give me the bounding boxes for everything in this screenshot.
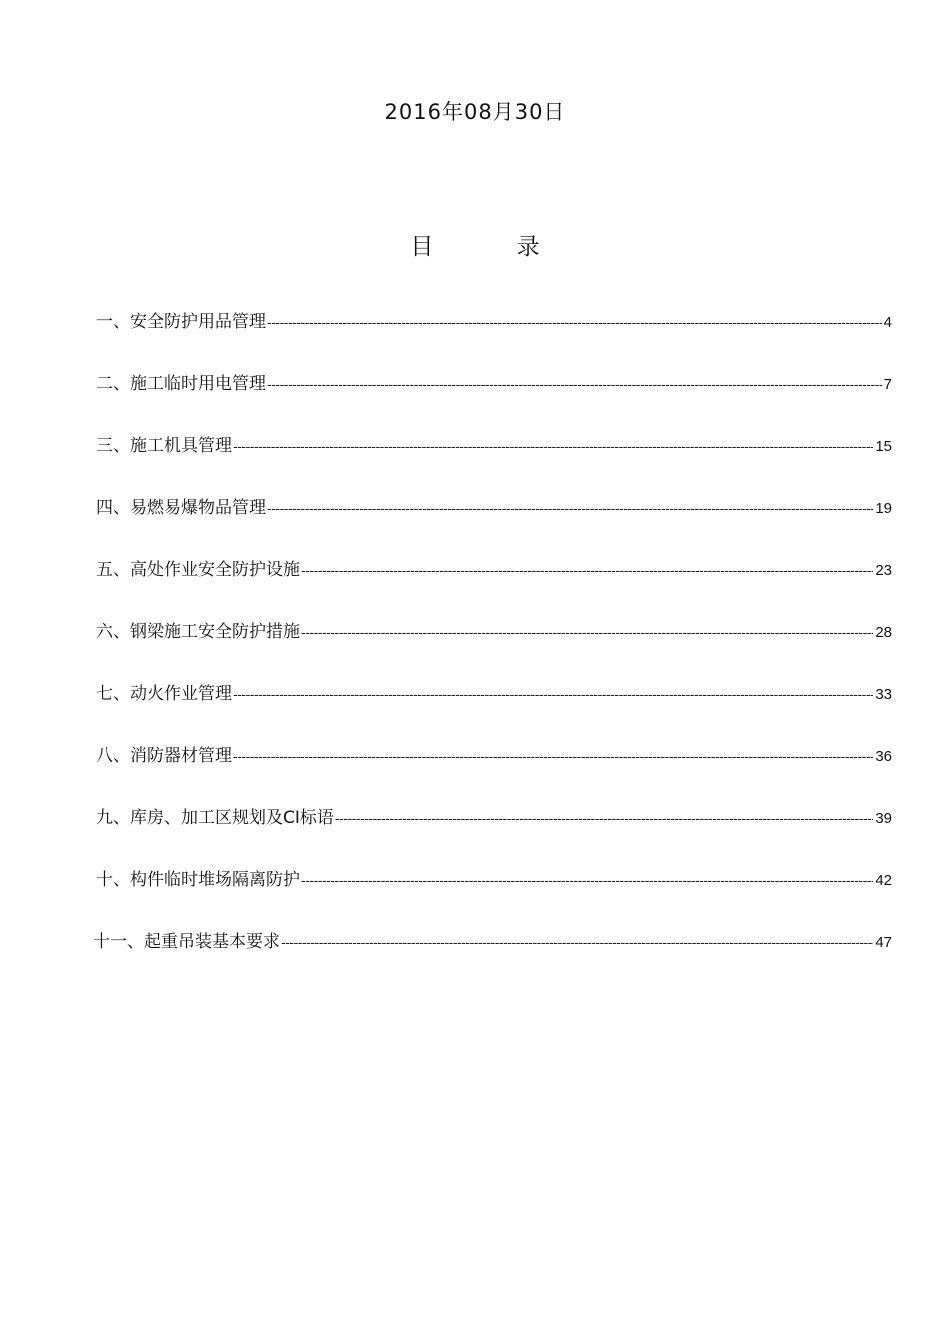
toc-entry[interactable] (96, 681, 892, 707)
toc-entry-page: 36 (875, 748, 892, 765)
toc-entry-page: 4 (883, 314, 892, 331)
toc-leader-dots (267, 311, 882, 337)
toc-heading: 目 录 (410, 234, 578, 260)
toc-entry-label: 四、易燃易爆物品管理 (96, 498, 266, 518)
toc-leader-dots (267, 373, 882, 399)
toc-entry-label: 六、钢梁施工安全防护措施 (96, 622, 300, 642)
toc-entry-label: 五、高处作业安全防护设施 (96, 560, 300, 580)
toc-entry-page: 39 (875, 810, 892, 827)
document-date: 2016年08月30日 (384, 100, 566, 124)
toc-entry-page: 23 (875, 562, 892, 579)
toc-entry-label: 二、施工临时用电管理 (96, 374, 266, 394)
toc-entry-page: 47 (875, 934, 892, 951)
toc-entry-page: 19 (875, 500, 892, 517)
toc-entry[interactable] (96, 743, 892, 769)
toc-entry[interactable] (96, 309, 892, 335)
toc-leader-dots (233, 435, 873, 461)
toc-entry[interactable] (96, 433, 892, 459)
toc-entry-label: 十、构件临时堆场隔离防护 (96, 870, 300, 890)
toc-leader-dots (301, 869, 873, 895)
toc-entry-page: 28 (875, 624, 892, 641)
toc-leader-dots (335, 807, 873, 833)
toc-leader-dots (267, 497, 873, 523)
toc-entry-page: 15 (875, 438, 892, 455)
toc-entry[interactable] (96, 371, 892, 397)
toc-leader-dots (301, 559, 873, 585)
toc-entry[interactable] (93, 929, 892, 955)
toc-entry-page: 7 (883, 376, 892, 393)
toc-leader-dots (233, 745, 873, 771)
toc-entry[interactable] (96, 495, 892, 521)
toc-entry-page: 33 (875, 686, 892, 703)
toc-entry-label: 八、消防器材管理 (96, 746, 232, 766)
toc-entry-page: 42 (875, 872, 892, 889)
toc-entry[interactable] (96, 805, 892, 831)
toc-leader-dots (281, 931, 873, 957)
toc-leader-dots (301, 621, 873, 647)
toc-entry-label: 七、动火作业管理 (96, 684, 232, 704)
toc-entry-label: 三、施工机具管理 (96, 436, 232, 456)
toc-leader-dots (233, 683, 873, 709)
toc-entry-label: 一、安全防护用品管理 (96, 312, 266, 332)
toc-entry-label: 十一、起重吊装基本要求 (93, 932, 280, 952)
toc-entry-label: 九、库房、加工区规划及CI标语 (96, 808, 334, 828)
toc-entry[interactable] (96, 557, 892, 583)
toc-entry[interactable] (96, 619, 892, 645)
toc-entry[interactable] (96, 867, 892, 893)
